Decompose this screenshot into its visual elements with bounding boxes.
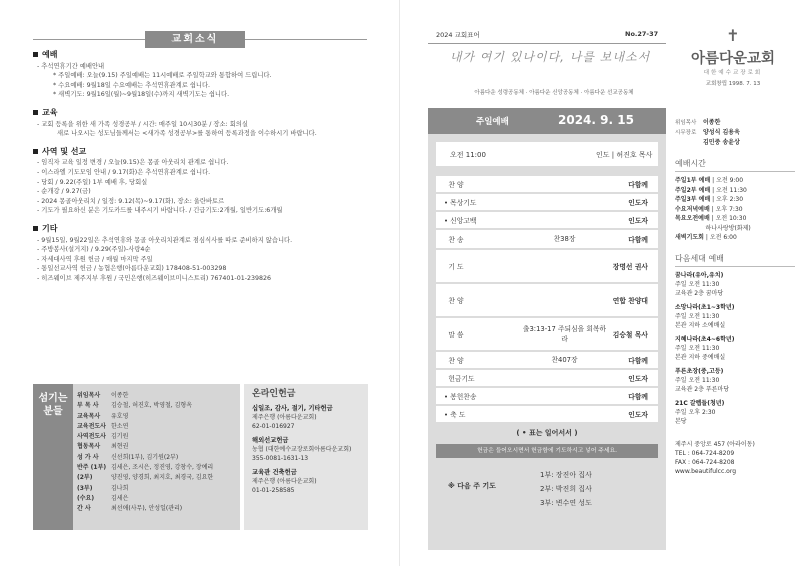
group-info: 교육관 2층 푸른마당 [675,385,730,393]
group-info: 주일 오전 11:30 [675,280,720,288]
service-row [675,186,795,196]
service-name: 주일3부 예배 [675,196,711,203]
section-title [33,224,373,234]
account-line: 62-01-016927 [252,423,295,430]
order-leader: 김승철 목사 [612,331,648,339]
group-name: 소망나라(초1~3학년) [675,303,735,311]
order-row [436,250,658,282]
group-info: 주일 오후 2:30 [675,408,716,416]
church-logo [678,26,788,87]
servant-names: 김나희 [111,484,129,492]
section-title-text: 사역 및 선교 [42,146,87,156]
staff-row [675,138,795,148]
order-item: 찬 양 [444,181,464,189]
stand-note: ( • 표는 일어서서 ) [516,429,578,437]
order-row [436,194,658,210]
news-item: - 주방봉사(설거지) / 9.29(주일)-사랑4순 [37,246,151,254]
account-line: 농협 (대한예수교장로회아름다운교회) [252,446,352,453]
online-offering-groups [252,404,360,495]
service-row [675,233,795,243]
community-motto: 아름다운 성령공동체 · 아름다운 신앙공동체 · 아름다운 선교공동체 [474,90,634,96]
section-title [33,50,373,60]
servant-names: 김승철, 허진호, 박영철, 김형옥 [111,402,192,410]
news-item: - 2024 몽골아웃리치 / 일정: 9.12(목)~9.17(화), 장소: 울란바토르 [37,197,225,205]
service-time: | 오후 7:30 [709,205,743,213]
servants-list [77,391,213,515]
staff-title: 위임목사 [675,120,697,126]
order-row [436,176,658,192]
news-item: 새로 나오시는 성도님들께서는 <새가족 성경공부>를 통하여 등록과정을 이수하시기 바랍니다. [57,130,317,138]
order-item: • 축 도 [444,411,466,419]
servant-row [77,453,213,463]
order-row [436,284,658,316]
servant-row [77,494,213,504]
order-row [436,406,658,422]
offering-account [252,468,360,495]
staff-row [675,128,795,138]
service-name: 수요저녁예배 [675,205,710,213]
news-title: 교회소식 [145,31,245,48]
service-name: 주일2부 예배 [675,186,711,194]
staff-name: 이종한 [703,119,721,126]
offering-type: 십일조, 감사, 절기, 기타헌금 [252,405,333,412]
servant-role: 교육전도사 [77,422,106,430]
staff-name: 양성식 김용욱 [703,129,740,136]
worship-order-box [428,108,666,550]
servants-box [33,384,240,530]
order-row [436,230,658,248]
group-name: 꿈나라(유아,유치) [675,271,724,279]
account-line: 제주은행 (아름다운교회) [252,414,317,421]
order-content: 찬407장 [551,356,578,364]
church-news [33,50,373,283]
order-item: • 봉헌찬송 [444,393,477,401]
order-leader: 인도자 [628,199,648,207]
servant-row [77,504,213,514]
order-leader: 인도자 [628,375,648,383]
service-name: 주일1부 예배 [675,177,711,184]
servants-title-1: 섬기는 [38,393,68,404]
service-row [675,214,795,224]
news-item: - 히즈웨이브 제주지부 후원 / 국민은행(히즈웨이브미니스트리) 767401-01-239826 [37,274,272,282]
prayer-person: 2부: 박진희 집사 [540,485,592,493]
square-bullet-icon [33,52,38,57]
square-bullet-icon [33,110,38,115]
servant-names: 김세은, 조시은, 정진영, 강창수, 장예리 [111,464,214,472]
order-leader: 장명선 권사 [612,263,648,271]
offering-notice: 헌금은 들어오시면서 헌금함에 기도하시고 넣어 주세요. [436,444,658,458]
news-item: - 교회 등록을 위한 새 가족 성경공부 / 시간: 매주일 10시30분 / 장소: 회의실 [37,120,248,128]
group-info: 본관 지하 소예배실 [675,321,726,329]
prayer-person: 3부: 변수연 성도 [540,499,592,507]
group-name: 지혜나라(초4~6학년) [675,335,735,343]
servant-role: (3부) [77,484,93,492]
servant-role: 성 가 사 [77,453,99,461]
service-row [675,176,795,186]
next-week-label: ※ 다음 주 기도 [448,482,496,490]
section-title [33,147,373,157]
servant-role: 사역전도사 [77,433,106,441]
service-name: 목요오전예배 [675,215,710,222]
address-line: www.beautifulcc.org [675,467,737,475]
account-line: 01-01-258585 [252,487,295,494]
next-week-list [540,468,592,510]
section-title-text: 기타 [42,223,58,233]
servant-names: 최현권 [111,443,129,451]
order-item: 말 씀 [444,331,464,339]
group-item [675,303,795,330]
news-item: - 통일선교사역 헌금 / 농협은행(아름다운교회) 178408-51-003298 [37,265,227,273]
group-info: 본당 [675,417,687,425]
news-item: * 새벽기도: 9월16일(월)~9월18일(수)까지 새벽기도는 쉽니다. [53,91,230,99]
order-item: 찬 양 [444,357,464,365]
news-item: - 순개강 / 9.27(금) [37,188,91,196]
order-leader: 다함께 [628,393,648,401]
staff-name: 김민중 송윤상 [703,139,740,146]
servant-names: 이종한 [111,392,129,399]
news-item: * 주일예배: 오늘(9.15) 주일예배는 11시예배로 주일학교와 통합하여 드립니다. [53,72,272,80]
group-item [675,271,795,298]
next-gen-heading: 다음세대 예배 [675,253,795,267]
section-title [33,108,373,118]
news-item: - 자세대사역 후원 헌금 / 매월 마지막 주일 [37,255,153,263]
address-line: FAX : 064-724-8208 [675,458,735,466]
order-item: 헌금기도 [444,375,475,383]
servant-names: 유호영 [111,412,129,420]
servants-title-2: 분들 [43,406,63,417]
news-item: - 이스라엘 기도모임 안내 / 9.17(화)은 추석연휴관계로 쉽니다. [37,168,211,176]
servant-role: 위임목사 [77,392,101,399]
group-name: 21C 갈렙들(청년) [675,399,725,407]
order-row [436,370,658,386]
section-title-text: 예배 [42,50,58,59]
service-time: | 오후 2:30 [710,196,744,203]
church-address [675,440,795,476]
news-item: - 9월15일, 9월22일은 추석연휴와 몽골 아웃리치관계로 점심식사를 따로 준비하지 않습니다. [37,236,293,244]
order-leader: 다함께 [628,181,648,189]
church-name: 아름다운교회 [690,51,776,67]
group-item [675,367,795,394]
order-content: 출3:13-17 주되심을 회복하라 [522,325,607,343]
order-row [436,212,658,228]
online-offering-box [244,384,368,530]
worship-leader: 인도 | 허진호 목사 [596,151,653,159]
staff-row [675,118,795,128]
servant-role: (수요) [77,494,95,502]
worship-time: 오전 11:00 [450,151,486,159]
order-leader: 인도자 [628,411,648,419]
worship-header [428,108,666,134]
online-offering-title: 온라인헌금 [252,389,296,399]
group-name: 푸른초장(중,고등) [675,367,724,375]
service-row [675,205,795,215]
service-row [675,224,795,234]
order-content: 찬38장 [553,235,576,243]
offering-account [252,436,360,463]
offering-type: 교육관 건축헌금 [252,469,297,476]
order-item: • 목상기도 [444,199,477,207]
worship-order-list [436,176,658,442]
order-row [436,352,658,368]
service-times-heading: 예배시간 [675,158,795,172]
servant-names: 김기원 [111,433,129,441]
servant-names: 최선애(사무), 안성일(관리) [111,505,183,513]
news-item: - 임직자 교육 일정 변경 / 오늘(9.15)은 몽골 아웃리치 관계로 쉽니다. [37,159,229,167]
worship-date: 2024. 9. 15 [558,113,634,127]
servant-row [77,463,213,473]
service-time: | 오전 11:30 [710,186,747,194]
service-time: | 오전 10:30 [709,215,747,222]
servant-row [77,391,213,401]
servant-names: 신선희(1부), 김기원(2부) [111,453,179,461]
staff-list [675,118,795,148]
square-bullet-icon [33,149,38,154]
service-time: 하나사랑방(화제) [675,224,751,232]
next-gen-groups [675,271,795,426]
account-line: 355-0081-1631-13 [252,455,309,462]
group-item [675,399,795,426]
servant-row [77,473,213,483]
servant-role: 교육목사 [77,412,101,420]
motto-year: 2024 교회표어 [436,31,480,39]
group-info: 본관 지하 중예배실 [675,353,726,361]
service-name: 새벽기도회 [675,234,704,241]
servant-names: 한소연 [111,422,129,430]
servants-title [33,384,73,530]
group-info: 주일 오전 11:30 [675,344,720,352]
service-times [675,176,795,243]
order-item: 찬 양 [444,297,464,305]
issue-number: No.27-37 [625,30,659,38]
news-item: - 기도가 필요하신 분은 기도카드를 내주시기 바랍니다. / 긴급기도:2개월, 일반기도:6개월 [37,207,283,215]
servant-role: 간 사 [77,505,91,513]
group-info: 교육관 2층 꿈마당 [675,289,724,297]
service-time: | 오전 6:00 [703,234,737,241]
denomination: 대한예수교장로회 [703,70,763,76]
order-item: 기 도 [444,263,464,271]
servant-names: 양진영, 양경희, 최지호, 최경국, 김요한 [111,474,214,482]
order-row [436,388,658,404]
news-item: - 추석연휴기간 예배안내 [37,62,105,70]
servant-row [77,442,213,452]
offering-account [252,404,360,431]
prayer-person: 1부: 장진아 집사 [540,471,592,479]
cross-icon: ✝ [726,26,740,45]
order-leader: 연합 찬양대 [612,297,648,305]
address-line: TEL : 064-724-8209 [675,449,735,457]
founded-date: 교회창립 1998. 7. 13 [705,81,761,87]
servant-role: 협동목사 [77,443,101,451]
group-item [675,335,795,362]
servant-row [77,401,213,411]
order-item: • 신앙고백 [444,217,477,225]
worship-info [436,142,658,166]
order-leader: 인도자 [628,217,648,225]
service-time: | 오전 9:00 [710,177,744,184]
side-info [675,118,795,476]
divider [428,43,666,44]
servant-row [77,484,213,494]
order-row [436,318,658,350]
order-leader: 다함께 [628,236,648,244]
servant-row [77,432,213,442]
staff-title: 시무장로 [675,130,697,136]
account-line: 제주은행 (아름다운교회) [252,478,317,485]
section-title-text: 교육 [42,107,58,117]
order-leader: 다함께 [628,357,648,365]
group-info: 주일 오전 11:30 [675,312,720,320]
news-item: * 수요예배: 9월18일 수요예배는 추석연휴관계로 쉽니다. [53,81,211,89]
servant-names: 김세은 [111,494,129,502]
servant-role: 반주 (1부) [77,464,107,472]
address-line: 제주시 중앙로 457 (아라이동) [675,440,755,448]
group-info: 주일 오전 11:30 [675,376,720,384]
square-bullet-icon [33,226,38,231]
worship-label: 주일예배 [476,117,509,127]
servant-role: (2부) [77,474,93,482]
service-row [675,195,795,205]
news-item: - 당회 / 9.22(주일) 1부 예배 후, 당회실 [37,178,148,186]
servant-role: 부 목 사 [77,402,99,410]
right-page [400,0,800,566]
servant-row [77,422,213,432]
servant-row [77,412,213,422]
order-item: 찬 송 [444,236,464,244]
offering-type: 해외선교헌금 [252,437,289,444]
church-motto: 내가 여기 있나이다, 나를 보내소서 [449,50,651,64]
